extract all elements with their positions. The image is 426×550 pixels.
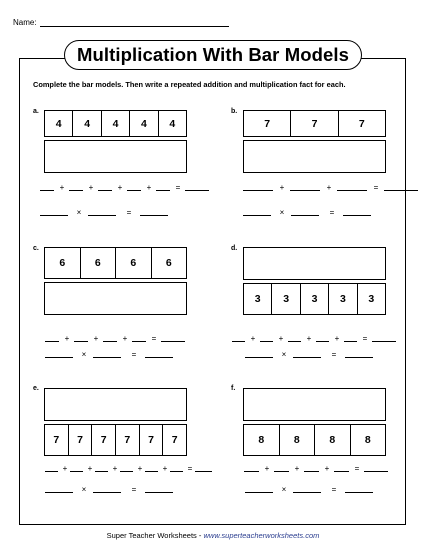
- equals-sign: =: [151, 334, 157, 343]
- problem-label: e.: [33, 385, 39, 392]
- bar-part: 6: [165, 257, 172, 269]
- equals-sign: =: [175, 183, 181, 192]
- sum-blank[interactable]: [384, 190, 418, 191]
- equals-sign: =: [373, 183, 379, 192]
- addend-blank[interactable]: [45, 471, 58, 472]
- plus-sign: +: [334, 334, 340, 343]
- product-blank[interactable]: [140, 215, 168, 216]
- factor-blank[interactable]: [40, 215, 68, 216]
- plus-sign: +: [88, 183, 94, 192]
- addend-blank[interactable]: [69, 190, 83, 191]
- equals-sign: =: [131, 350, 137, 359]
- footer-link[interactable]: www.superteacherworksheets.com: [203, 531, 320, 540]
- plus-sign: +: [62, 464, 68, 473]
- addend-blank[interactable]: [274, 471, 289, 472]
- bar-part: 4: [73, 111, 101, 136]
- problem-label: c.: [33, 245, 39, 252]
- bar-part: 7: [291, 111, 338, 136]
- factor-blank[interactable]: [45, 357, 73, 358]
- equals-sign: =: [126, 208, 132, 217]
- bar-whole-value: [45, 283, 186, 314]
- bar-part: 6: [116, 248, 152, 278]
- instructions: Complete the bar models. Then write a repeated addition and multiplication fact for each.: [33, 80, 346, 89]
- plus-sign: +: [146, 183, 152, 192]
- bar-model-parts: [243, 283, 386, 315]
- bar-part: 4: [45, 111, 73, 136]
- bar-part: 8: [244, 425, 280, 455]
- bar-part: 7: [358, 117, 365, 130]
- plus-sign: +: [324, 464, 330, 473]
- addend-blank[interactable]: [290, 190, 320, 191]
- page-title: Multiplication With Bar Models: [64, 40, 362, 70]
- bar-model-parts: [44, 110, 187, 137]
- plus-sign: +: [137, 464, 143, 473]
- addend-blank[interactable]: [288, 341, 301, 342]
- sum-blank[interactable]: [161, 341, 185, 342]
- problem-label: d.: [231, 245, 238, 252]
- addend-blank[interactable]: [120, 471, 133, 472]
- times-sign: ×: [76, 208, 82, 217]
- plus-sign: +: [122, 334, 128, 343]
- name-field[interactable]: [40, 26, 229, 27]
- factor-blank[interactable]: [245, 357, 273, 358]
- factor-blank[interactable]: [293, 492, 321, 493]
- problem-label: b.: [231, 108, 238, 115]
- addend-blank[interactable]: [170, 471, 183, 472]
- equals-sign: =: [331, 485, 337, 494]
- bar-model-parts: [44, 247, 187, 279]
- bar-model-parts: [243, 110, 386, 137]
- bar-part: 7: [45, 425, 69, 455]
- factor-blank[interactable]: [88, 215, 116, 216]
- equals-sign: =: [187, 464, 193, 473]
- bar-part: 3: [244, 284, 272, 314]
- product-blank[interactable]: [345, 492, 373, 493]
- addend-blank[interactable]: [74, 341, 88, 342]
- addend-blank[interactable]: [103, 341, 117, 342]
- plus-sign: +: [59, 183, 65, 192]
- addend-blank[interactable]: [145, 471, 158, 472]
- bar-whole-value: [244, 141, 385, 172]
- bar-part: 7: [92, 425, 116, 455]
- equals-sign: =: [329, 208, 335, 217]
- addend-blank[interactable]: [244, 471, 259, 472]
- plus-sign: +: [117, 183, 123, 192]
- bar-model-whole[interactable]: [44, 388, 187, 421]
- addend-blank[interactable]: [344, 341, 357, 342]
- plus-sign: +: [278, 334, 284, 343]
- addend-blank[interactable]: [232, 341, 245, 342]
- plus-sign: +: [306, 334, 312, 343]
- sum-blank[interactable]: [364, 471, 388, 472]
- times-sign: ×: [81, 485, 87, 494]
- bar-part: 7: [140, 425, 164, 455]
- addend-blank[interactable]: [156, 190, 170, 191]
- times-sign: ×: [281, 350, 287, 359]
- plus-sign: +: [64, 334, 70, 343]
- bar-model-whole[interactable]: [44, 282, 187, 315]
- times-sign: ×: [279, 208, 285, 217]
- equals-sign: =: [362, 334, 368, 343]
- plus-sign: +: [112, 464, 118, 473]
- footer: [0, 531, 426, 540]
- addend-blank[interactable]: [243, 190, 273, 191]
- addend-blank[interactable]: [40, 190, 54, 191]
- bar-part: 7: [244, 111, 291, 136]
- bar-part: 8: [364, 434, 371, 446]
- bar-part: 8: [315, 425, 351, 455]
- factor-blank[interactable]: [243, 215, 271, 216]
- addend-blank[interactable]: [337, 190, 367, 191]
- sum-blank[interactable]: [372, 341, 396, 342]
- addend-blank[interactable]: [260, 341, 273, 342]
- bar-whole-value: [45, 389, 186, 420]
- addend-blank[interactable]: [132, 341, 146, 342]
- factor-blank[interactable]: [45, 492, 73, 493]
- addend-blank[interactable]: [95, 471, 108, 472]
- equals-sign: =: [131, 485, 137, 494]
- sum-blank[interactable]: [195, 471, 212, 472]
- bar-model-parts: [243, 424, 386, 456]
- addend-blank[interactable]: [304, 471, 319, 472]
- addend-blank[interactable]: [98, 190, 112, 191]
- bar-part: 6: [45, 248, 81, 278]
- bar-model-whole[interactable]: [243, 140, 386, 173]
- bar-part: 6: [81, 248, 117, 278]
- bar-part: 3: [368, 293, 375, 305]
- bar-part: 4: [130, 111, 158, 136]
- factor-blank[interactable]: [293, 357, 321, 358]
- bar-whole-value: [244, 389, 385, 420]
- bar-part: 3: [272, 284, 300, 314]
- plus-sign: +: [294, 464, 300, 473]
- sum-blank[interactable]: [185, 190, 209, 191]
- bar-model-whole[interactable]: [243, 388, 386, 421]
- plus-sign: +: [279, 183, 285, 192]
- plus-sign: +: [250, 334, 256, 343]
- product-blank[interactable]: [145, 492, 173, 493]
- plus-sign: +: [162, 464, 168, 473]
- times-sign: ×: [281, 485, 287, 494]
- bar-whole-value: [244, 248, 385, 279]
- addend-blank[interactable]: [70, 471, 83, 472]
- factor-blank[interactable]: [93, 492, 121, 493]
- factor-blank[interactable]: [291, 215, 319, 216]
- equals-sign: =: [354, 464, 360, 473]
- name-label: Name:: [13, 18, 37, 27]
- addend-blank[interactable]: [334, 471, 349, 472]
- bar-model-parts: [44, 424, 187, 456]
- equals-sign: =: [331, 350, 337, 359]
- product-blank[interactable]: [343, 215, 371, 216]
- bar-part: 7: [69, 425, 93, 455]
- times-sign: ×: [81, 350, 87, 359]
- problem-label: f.: [231, 385, 236, 392]
- factor-blank[interactable]: [245, 492, 273, 493]
- factor-blank[interactable]: [93, 357, 121, 358]
- bar-whole-value: [45, 141, 186, 172]
- bar-part: 4: [169, 117, 176, 130]
- bar-part: 8: [280, 425, 316, 455]
- bar-part: 4: [102, 111, 130, 136]
- product-blank[interactable]: [145, 357, 173, 358]
- addend-blank[interactable]: [127, 190, 141, 191]
- bar-part: 7: [116, 425, 140, 455]
- bar-model-whole[interactable]: [243, 247, 386, 280]
- problem-label: a.: [33, 108, 39, 115]
- addend-blank[interactable]: [45, 341, 59, 342]
- bar-part: 3: [329, 284, 357, 314]
- plus-sign: +: [87, 464, 93, 473]
- bar-model-whole[interactable]: [44, 140, 187, 173]
- plus-sign: +: [326, 183, 332, 192]
- plus-sign: +: [93, 334, 99, 343]
- plus-sign: +: [264, 464, 270, 473]
- footer-text: Super Teacher Worksheets -: [106, 531, 204, 540]
- bar-part: 7: [171, 434, 178, 446]
- bar-part: 3: [301, 284, 329, 314]
- addend-blank[interactable]: [316, 341, 329, 342]
- product-blank[interactable]: [345, 357, 373, 358]
